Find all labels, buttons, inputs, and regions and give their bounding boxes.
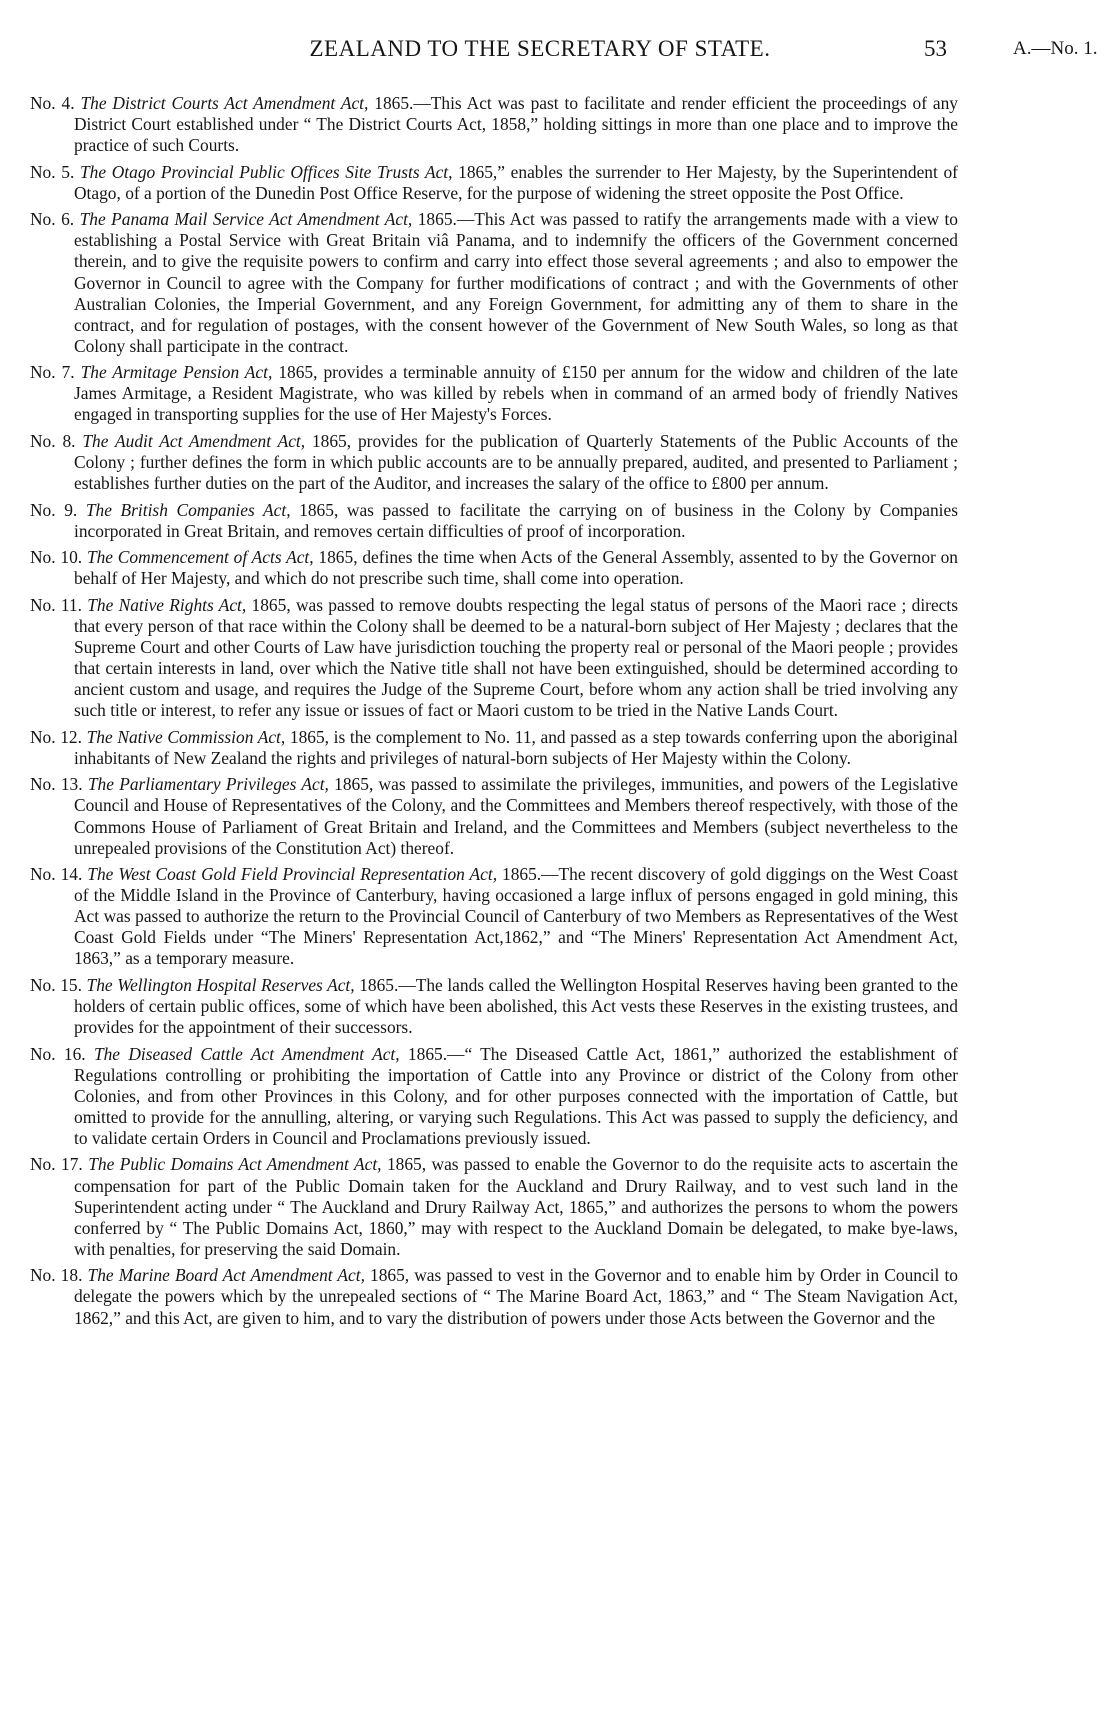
act-entry: [30, 864, 958, 969]
act-title: The Marine Board Act Amendment Act,: [87, 1265, 365, 1286]
act-title: The Native Rights Act,: [87, 594, 247, 615]
series-reference: A.—No. 1.: [1013, 38, 1098, 59]
entry-number: No. 14.: [30, 864, 83, 885]
act-title: The Armitage Pension Act,: [80, 362, 273, 383]
act-title: The Otago Provincial Public Offices Site Trusts Act,: [79, 161, 453, 182]
entry-number: No. 17.: [30, 1154, 83, 1175]
entry-number: No. 4.: [30, 93, 75, 113]
page-header: [0, 0, 1114, 80]
entry-number: No. 10.: [30, 547, 83, 568]
act-title: The Diseased Cattle Act Amendment Act,: [93, 1043, 400, 1064]
act-entry: [30, 727, 958, 769]
entry-text: 1865.—“ The Diseased Cattle Act, 1861,” authorized the establishment of Regulations controlling or prohibiting the importation of Cattle into any Province or district of the Colony from other Colonies, and from other Provinces in this Colony, and for other purposes connected with the importation of Cattle, but omitted to provide for the annulling, altering, or varying such Regulations. This Act was passed to supply the deficiency, and to validate certain Orders in Council and Proclamations previously issued.: [74, 1043, 958, 1148]
entry-text: 1865, was passed to enable the Governor to do the requisite acts to ascertain the compensation for part of the Public Domain taken for the Auckland and Drury Railway, and to vest such land in the Superintendent acting under “ The Auckland and Drury Railway Act, 1865,” and authorizes the persons to whom the powers conferred by “ The Public Domains Act, 1860,” may with respect to the Auckland Domain be delegated, to make bye-laws, with penalties, for preserving the said Domain.: [74, 1154, 958, 1259]
entry-text: 1865.—The recent discovery of gold diggings on the West Coast of the Middle Island in the Province of Canterbury, having occasioned a large influx of persons engaged in gold mining, this Act was passed to authorize the return to the Provincial Council of Canterbury of two Members as Representatives of the West Coast Gold Fields under “The Miners' Representation Act,1862,” and “The Miners' Representation Act Amendment Act, 1863,” as a temporary measure.: [74, 864, 958, 969]
entry-number: No. 15.: [30, 974, 82, 995]
act-entry: [30, 209, 958, 357]
entry-text: 1865.—This Act was passed to ratify the arrangements made with a view to establishing a Postal Service with Great Britain viâ Panama, and to indemnify the officers of the Government concerned therein, and to give the requisite powers to confirm and carry into effect those several agreements ; and also to empower the Governor in Council to agree with the Company for further modifications of contract ; and with the Governments of other Australian Colonies, the Imperial Government, and any Foreign Government, for admitting any of them to share in the contract, and for regulation of postages, with the consent however of the Government of New South Wales, so long as that Colony shall participate in the contract.: [74, 209, 958, 356]
entry-number: No. 5.: [30, 161, 75, 182]
act-entry: [30, 1154, 958, 1259]
act-title: The Parliamentary Privileges Act,: [87, 774, 329, 795]
act-entry: [30, 362, 958, 425]
entry-text: 1865.—This Act was past to facilitate and render efficient the proceedings of any District Court established under “ The District Courts Act, 1858,” holding sittings in more than one place and to improve the practice of such Courts.: [74, 93, 958, 156]
entry-text: 1865, provides for the publication of Quarterly Statements of the Public Accounts of the Colony ; further defines the form in which public accounts are to be annually prepared, audited, and presented to Parliament ; establishes further duties on the part of the Auditor, and increases the salary of the office to £800 per annum.: [74, 430, 958, 494]
entry-number: No. 16.: [30, 1043, 86, 1064]
act-title: The Audit Act Amendment Act,: [82, 430, 306, 451]
entry-number: No. 6.: [30, 209, 75, 230]
act-title: The District Courts Act Amendment Act,: [80, 93, 369, 113]
act-entry: [30, 93, 958, 156]
act-entry: [30, 975, 958, 1038]
entry-number: No. 7.: [30, 362, 75, 383]
entry-number: No. 8.: [30, 430, 76, 451]
act-entry: [30, 431, 958, 494]
entry-text: 1865, was passed to vest in the Governor and to enable him by Order in Council to delegate the powers which by the unrepealed sections of “ The Marine Board Act, 1863,” and “ The Steam Navigation Act, 1862,” and this Act, are given to him, and to vary the distribution of powers under those Acts between the Governor and the: [74, 1265, 958, 1328]
act-entry: [30, 1044, 958, 1149]
act-entry: [30, 774, 958, 858]
entry-number: No. 18.: [30, 1265, 83, 1286]
entry-text: 1865, was passed to assimilate the privileges, immunities, and powers of the Legislative Council and House of Representatives of the Colony, and the Committees and Members thereof respectively, with those of the Commons House of Parliament of Great Britain and Ireland, and the Committees and Members (subject nevertheless to the unrepealed provisions of the Constitution Act) thereof.: [74, 774, 958, 858]
act-title: The Commencement of Acts Act,: [86, 547, 314, 568]
entry-text: 1865, provides a terminable annuity of £150 per annum for the widow and children of the late James Armitage, a Resident Magistrate, who was killed by rebels when in command of an armed body of friendly Natives engaged in transporting supplies for the use of Her Majesty's Forces.: [74, 362, 958, 425]
act-title: The Panama Mail Service Act Amendment Act,: [79, 209, 413, 230]
act-entry: [30, 1265, 958, 1328]
running-title: ZEALAND TO THE SECRETARY OF STATE.: [309, 36, 771, 61]
entry-text: 1865.—The lands called the Wellington Hospital Reserves having been granted to the holders of certain public offices, some of which have been abolished, this Act vests these Reserves in the existing trustees, and provides for the appointment of their successors.: [74, 974, 959, 1038]
entry-number: No. 13.: [30, 774, 83, 795]
act-title: The Public Domains Act Amendment Act,: [88, 1154, 382, 1175]
acts-summary-body: [30, 93, 958, 1334]
entry-text: 1865, defines the time when Acts of the General Assembly, assented to by the Governor on behalf of Her Majesty, and which do not prescribe such time, shall come into operation.: [74, 547, 958, 589]
page-number: 53: [924, 36, 947, 61]
act-entry: [30, 162, 958, 204]
entry-text: 1865, was passed to remove doubts respecting the legal status of persons of the Maori race ; directs that every person of that race within the Colony shall be deemed to be a natural-born subject of Her Majesty ; declares that the Supreme Court and other Courts of Law have jurisdiction touching the property real or personal of the Maori people ; provides that certain interests in land, over which the Native title shall not have been extinguished, should be determined according to ancient custom and usage, and requires the Judge of the Supreme Court, before whom any action shall be tried involving any such title or interest, to refer any issue or issues of fact or Maori custom to be tried in the Native Lands Court.: [74, 594, 958, 721]
entry-text: 1865, was passed to facilitate the carrying on of business in the Colony by Companies incorporated in Great Britain, and removes certain difficulties of proof of incorporation.: [74, 499, 958, 541]
act-entry: [30, 595, 958, 722]
entry-text: 1865,” enables the surrender to Her Majesty, by the Superintendent of Otago, of a portion of the Dunedin Post Office Reserve, for the purpose of widening the street opposite the Post Office.: [74, 161, 958, 203]
act-title: The British Companies Act,: [85, 499, 291, 520]
act-title: The Wellington Hospital Reserves Act,: [86, 974, 355, 995]
act-title: The West Coast Gold Field Provincial Representation Act,: [87, 864, 498, 885]
act-entry: [30, 500, 958, 542]
entry-text: 1865, is the complement to No. 11, and passed as a step towards conferring upon the aboriginal inhabitants of New Zealand the rights and privileges of natural-born subjects of Her Majesty within the Colony.: [74, 726, 958, 768]
act-entry: [30, 547, 958, 589]
entry-number: No. 9.: [30, 499, 78, 520]
entry-number: No. 12.: [30, 726, 82, 747]
act-title: The Native Commission Act,: [86, 726, 286, 747]
entry-number: No. 11.: [30, 594, 82, 615]
